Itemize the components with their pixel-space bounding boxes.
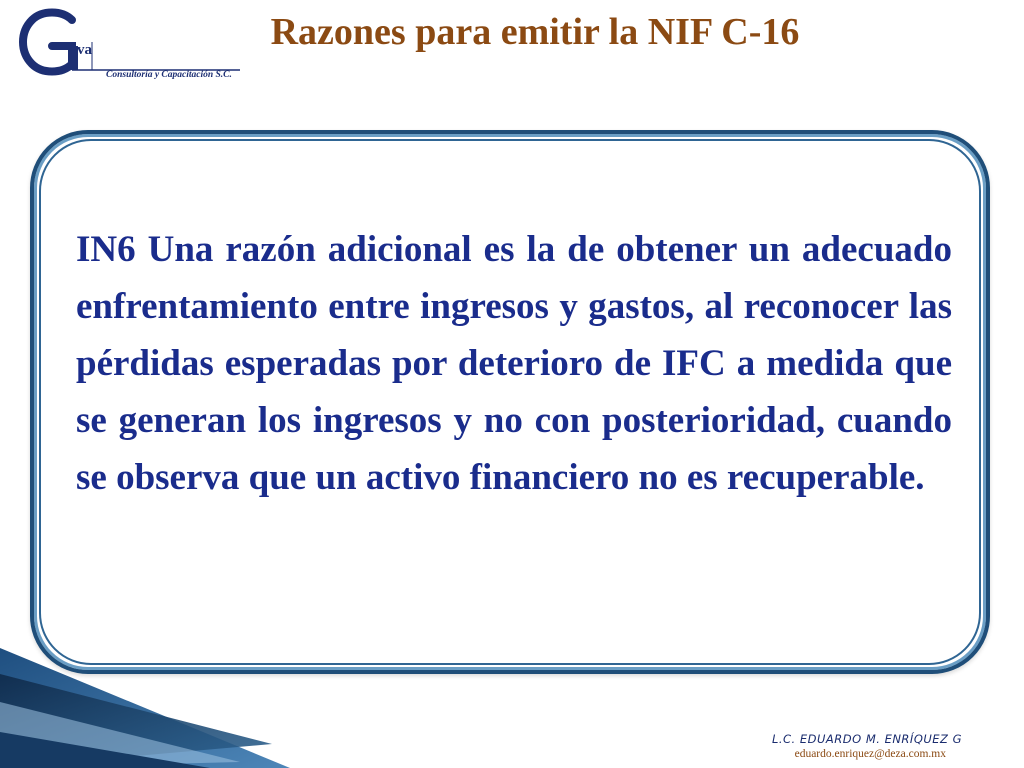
logo-monogram: va — [77, 42, 92, 58]
slide-title: Razones para emitir la NIF C-16 — [270, 11, 800, 53]
slide-body-text: IN6 Una razón adicional es la de obtener un adecuado enfrentamiento entre ingresos y gastos, al reconocer las pérdidas esperadas por deterioro de IFC a medida que se generan los ingresos y no con posterioridad, cuando se observa que un activo financiero no es recuperable. — [76, 229, 952, 498]
content-box — [30, 130, 990, 674]
footer-email: eduardo.enriquez@deza.com.mx — [794, 748, 946, 760]
logo-company-name: Consultoría y Capacitación S.C. — [106, 70, 232, 80]
footer-author: L.C. EDUARDO M. ENRÍQUEZ G — [771, 732, 962, 746]
